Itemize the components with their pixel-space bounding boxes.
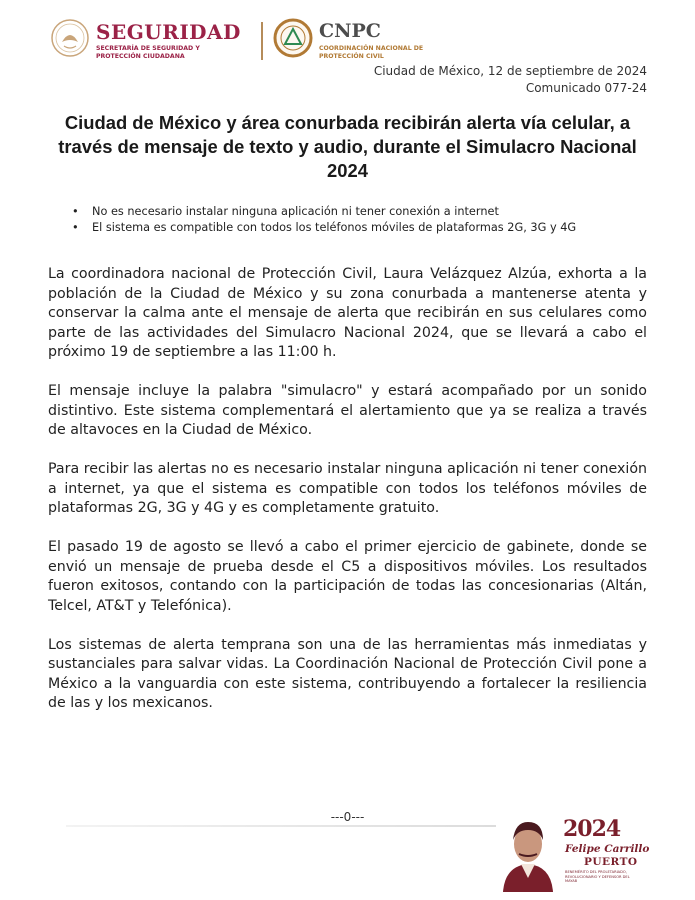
cnpc-subtitle: COORDINACIÓN NACIONAL DE PROTECCIÓN CIVIL (319, 45, 424, 60)
press-release-title: Ciudad de México y área conurbada recibirán alerta vía celular, a través de mensaje de texto y audio, durante el Simulacro Nacional 2024 (58, 112, 637, 181)
cnpc-emblem-icon (273, 18, 313, 58)
logo-divider (261, 22, 263, 60)
release-body (48, 265, 647, 733)
footer-rule (66, 825, 496, 827)
footer-subtitle: BENEMÉRITO DEL PROLETARIADO, REVOLUCIONARIO Y DEFENSOR DEL MAYAB (565, 870, 630, 884)
footer-year: 2024 (563, 816, 621, 842)
mexico-seal-icon (50, 18, 90, 58)
highlight-item: • El sistema es compatible con todos los teléfonos móviles de plataformas 2G, 3G y 4G (72, 221, 652, 235)
letterhead (48, 14, 648, 64)
cnpc-title: CNPC (319, 20, 381, 42)
seguridad-title: SEGURIDAD (96, 20, 241, 44)
end-separator: ---0--- (330, 810, 365, 824)
seguridad-subtitle: SECRETARÍA DE SEGURIDAD Y PROTECCIÓN CIUDADANA (96, 45, 200, 60)
seguridad-logo (48, 14, 258, 64)
place-date: Ciudad de México, 12 de septiembre de 2024 (373, 64, 647, 78)
felipe-carrillo-portrait-icon (497, 812, 559, 892)
body-paragraph: El pasado 19 de agosto se llevó a cabo el primer ejercicio de gabinete, donde se envió un mensaje de prueba desde el C5 a dispositivos móviles. Los resultados fueron exitosos, contando con la participación de todas las concesionarias (Altán, Telcel, AT&T y Telefónica). (48, 539, 647, 614)
highlights-list (72, 205, 652, 237)
body-paragraph: Para recibir las alertas no es necesario instalar ninguna aplicación ni tener conexión a internet, ya que el sistema es compatible con todos los teléfonos móviles de plataformas 2G, 3G y 4G y es completamente gratuito. (48, 461, 647, 516)
release-number: Comunicado 077-24 (525, 81, 647, 95)
body-paragraph: Los sistemas de alerta temprana son una de las herramientas más inmediatas y sustanciales para salvar vidas. La Coordinación Nacional de Protección Civil pone a México a la vanguardia con este sistema, contribuyendo a fortalecer la resiliencia de las y los mexicanos. (48, 636, 647, 711)
cnpc-logo (273, 14, 443, 64)
release-meta (374, 63, 647, 97)
footer-place: PUERTO (584, 856, 638, 868)
body-paragraph: El mensaje incluye la palabra "simulacro" y estará acompañado por un sonido distintivo. Este sistema complementará el alertamiento que ya se realiza a través de altavoces en la Ciudad de México. (48, 383, 647, 438)
highlight-item: • No es necesario instalar ninguna aplicación ni tener conexión a internet (72, 205, 652, 219)
body-paragraph: La coordinadora nacional de Protección Civil, Laura Velázquez Alzúa, exhorta a la población de la Ciudad de México y su zona conurbada a mantenerse atenta y conservar la calma ante el mensaje de alerta que recibirán en sus celulares como parte de las actividades del Simulacro Nacional 2024, que se llevará a cabo el próximo 19 de septiembre a las 11:00 h. (48, 266, 647, 360)
footer-name: Felipe Carrillo (565, 843, 650, 855)
